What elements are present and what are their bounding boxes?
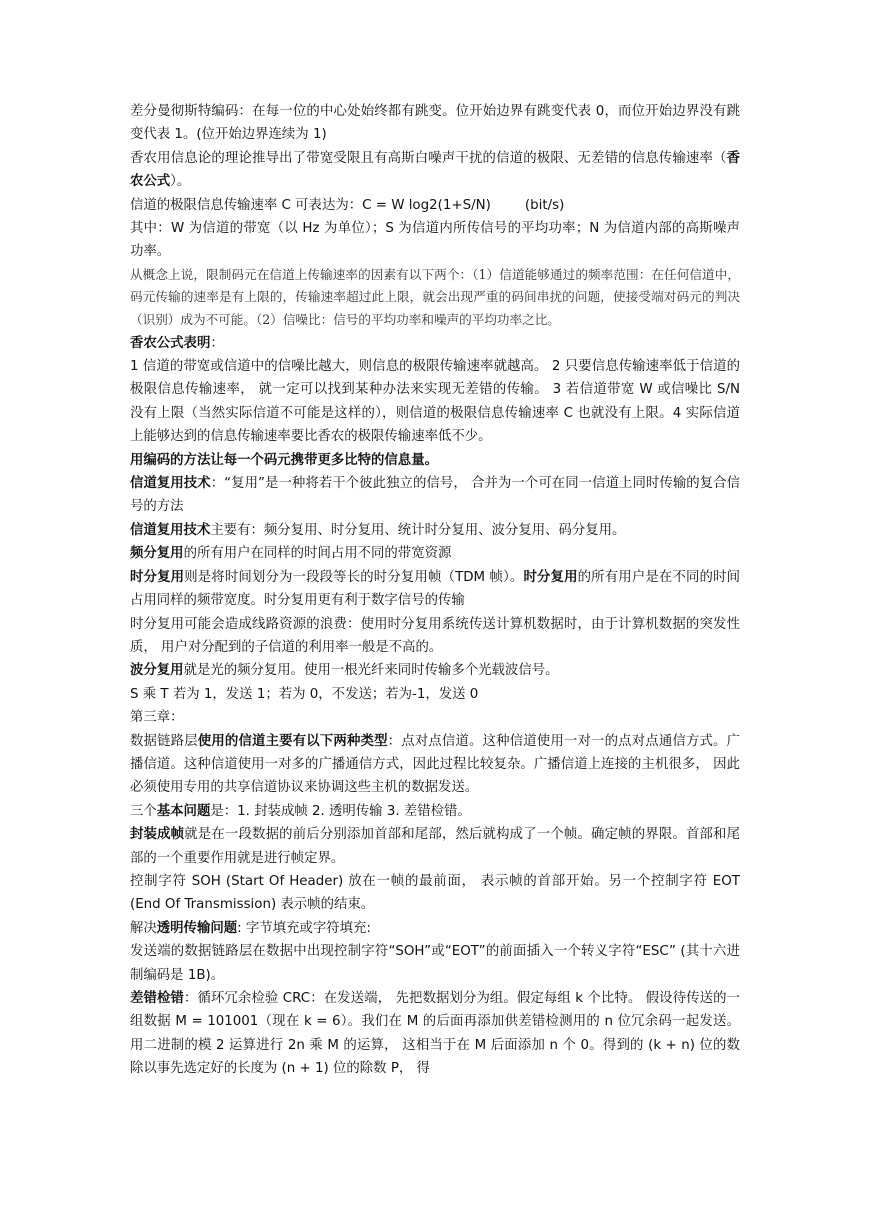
heading-shannon-shows: 香农公式表明 bbox=[130, 335, 211, 351]
text-run: ）。 bbox=[170, 174, 191, 190]
para-encoding bbox=[130, 449, 740, 472]
para-basic-problems bbox=[130, 800, 740, 823]
text-run: 数据链路层 bbox=[130, 733, 198, 749]
text-run: 三个 bbox=[130, 803, 157, 819]
para-crc bbox=[130, 987, 753, 1081]
term-basic-problems: 基本问题 bbox=[156, 803, 211, 819]
term-tdm: 时分复用 bbox=[130, 569, 185, 585]
text-run: 主要有：频分复用、时分复用、统计时分复用、波分复用、码分复用。 bbox=[210, 522, 626, 538]
text-run: ：“复用”是一种将若干个彼此独立的信号， 合并为一个可在同一信道上同时传输的复合信号的方法 bbox=[130, 476, 740, 515]
text-run: 香农用信息论的理论推导出了带宽受限且有高斯白噪声干扰的信道的极限、无差错的信息传输速率（ bbox=[130, 150, 727, 166]
term-fdm: 频分复用 bbox=[130, 546, 184, 562]
para-shannon-points bbox=[130, 355, 740, 449]
text-run: 1 信道的带宽或信道中的信噪比越大，则信息的极限传输速率就越高。 2 只要信息传输速率低于信道的极限信息传输速率， 就一定可以找到某种办法来实现无差错的传输。 3 若信道带宽 W 或信噪比 S/N 没有上限（当然实际信道不可能是这样的），则信道的极限信息传输速率 C 也就没有上限。4 实际信道上能够达到的信息传输速率要比香农的极限传输速率低不少。 bbox=[130, 359, 740, 445]
text-run: 第三章： bbox=[130, 710, 184, 726]
term-channel-multiplexing: 信道复用技术 bbox=[130, 522, 211, 538]
para-wdm bbox=[130, 659, 740, 682]
para-control-chars bbox=[130, 870, 740, 917]
text-run: 则是将时间划分为一段段等长的时分复用帧（TDM 帧）。 bbox=[184, 569, 524, 585]
para-shannon-intro bbox=[130, 147, 740, 194]
text-run: 发送端的数据链路层在数据中出现控制字符“SOH”或“EOT”的前面插入一个转义字符“ESC” (其十六进制编码是 1B)。 bbox=[130, 944, 740, 983]
para-tdm-waste bbox=[130, 613, 740, 660]
text-run: 的所有用户在同样的时间占用不同的带宽资源 bbox=[183, 546, 452, 562]
chapter-three-heading bbox=[130, 706, 740, 729]
para-formula bbox=[130, 194, 740, 217]
para-manchester bbox=[130, 100, 740, 147]
para-shannon-shows bbox=[130, 332, 740, 355]
term-framing: 封装成帧 bbox=[130, 827, 185, 843]
text-run: ：循环冗余检验 CRC：在发送端， 先把数据划分为组。假定每组 k 个比特。 假设待传送的一组数据 M = 101001（现在 k = 6）。我们在 M 的后面再添加供差错检测用的 n 位冗余码一起发送。 用二进制的模 2 运算进行 2n 乘 M 的运算， 这相当于在 M 后面添加 n 个 0。得到的 (k + n) 位的数除以事先选定好的长度为 (n + 1) 位的除数 P， 得 bbox=[130, 991, 753, 1077]
para-cdma-rule bbox=[130, 683, 740, 706]
term-error-detection: 差错检错 bbox=[130, 991, 184, 1006]
text-run: 是：1. 封装成帧 2. 透明传输 3. 差错检错。 bbox=[210, 803, 471, 819]
text-run: ： bbox=[210, 335, 224, 351]
para-framing bbox=[130, 823, 740, 870]
text-run: ：点对点信道。这种信道使用一对一的点对点通信方式。广播信道。这种信道使用一对多的广播通信方式，因此过程比较复杂。广播信道上连接的主机很多， 因此必须使用专用的共享信道协议来协调这些主机的数据发送。 bbox=[130, 733, 741, 796]
para-multiplexing-types bbox=[130, 519, 740, 542]
term-shannon-formula: 香农公式 bbox=[130, 150, 740, 190]
para-multiplexing-def bbox=[130, 472, 740, 519]
text-run: 就是在一段数据的前后分别添加首部和尾部，然后就构成了一个帧。确定帧的界限。首部和尾部的一个重要作用就是进行帧定界。 bbox=[130, 827, 741, 866]
para-transparency bbox=[130, 917, 740, 940]
para-escape bbox=[130, 940, 740, 987]
text-run: 控制字符 SOH (Start Of Header) 放在一帧的最前面， 表示帧的首部开始。另一个控制字符 EOT (End Of Transmission) 表示帧的结束。 bbox=[130, 873, 740, 913]
text-run: 的所有用户是在不同的时间占用同样的频带宽度。时分复用更有利于数字信号的传输 bbox=[130, 569, 741, 609]
term-channel-types: 使用的信道主要有以下两种类型 bbox=[197, 733, 388, 749]
text-run: S 乘 T 若为 1，发送 1；若为 0，不发送；若为-1，发送 0 bbox=[130, 686, 479, 702]
text-run: 信道的极限信息传输速率 C 可表达为：C = W log2(1+S/N) (bit/s) bbox=[130, 197, 565, 213]
document-page bbox=[130, 100, 753, 1081]
text-run: 从概念上说，限制码元在信道上传输速率的因素有以下两个：（1）信道能够通过的频率范围：在任何信道中，码元传输的速率是有上限的，传输速率超过此上限，就会出现严重的码间串扰的问题，使接受端对码元的判决（识别）成为不可能。（2）信噪比：信号的平均功率和噪声的平均功率之比。 bbox=[130, 266, 740, 328]
term-wdm: 波分复用 bbox=[130, 663, 184, 679]
text-run: 时分复用可能会造成线路资源的浪费：使用时分复用系统传送计算机数据时，由于计算机数据的突发性质， 用户对分配到的子信道的利用率一般是不高的。 bbox=[130, 616, 740, 655]
term-tdm: 时分复用 bbox=[523, 569, 578, 585]
text-run: 用编码的方法让每一个码元携带更多比特的信息量。 bbox=[130, 452, 438, 468]
text-run: 解决 bbox=[130, 920, 157, 936]
para-formula-vars bbox=[130, 217, 740, 264]
para-fdm bbox=[130, 542, 740, 565]
text-run: 差分曼彻斯特编码：在每一位的中心处始终都有跳变。位开始边界有跳变代表 0，而位开始边界没有跳变代表 1。(位开始边界连续为 1) bbox=[130, 104, 740, 143]
para-link-channels bbox=[130, 730, 740, 800]
para-tdm bbox=[130, 566, 740, 613]
para-rate-limits bbox=[130, 264, 740, 332]
term-transparency: 透明传输问题 bbox=[156, 920, 238, 936]
text-run: : 字节填充或字符填充: bbox=[237, 920, 371, 936]
term-channel-multiplexing: 信道复用技术 bbox=[130, 476, 211, 492]
text-run: 就是光的频分复用。使用一根光纤来同时传输多个光载波信号。 bbox=[183, 663, 559, 679]
text-run: 其中：W 为信道的带宽（以 Hz 为单位）；S 为信道内所传信号的平均功率；N 为信道内部的高斯噪声功率。 bbox=[130, 221, 740, 260]
